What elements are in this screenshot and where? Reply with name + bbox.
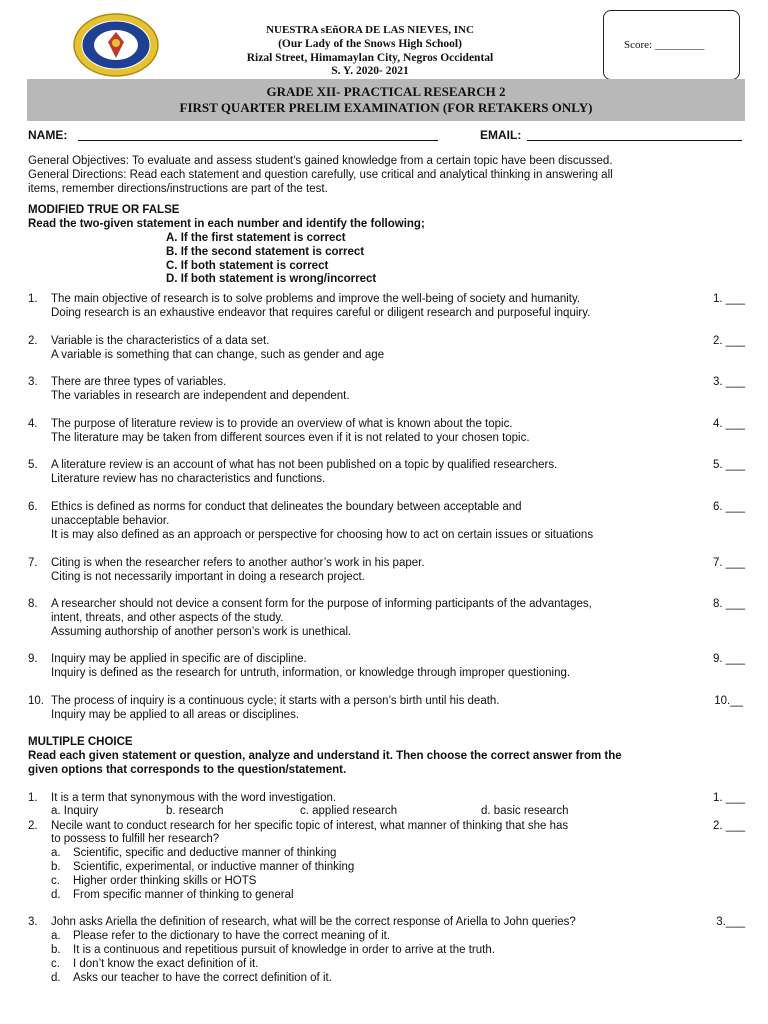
item-number: 5. <box>28 459 38 471</box>
question: It is a term that synonymous with the word investigation. <box>51 792 337 804</box>
item-number: 3. <box>28 916 38 928</box>
general-objectives: General Objectives: To evaluate and assess student’s gained knowledge from a certain topic have been discussed. <box>28 155 613 167</box>
item-number: 2. <box>28 820 38 832</box>
statement: The variables in research are independent and dependent. <box>51 390 350 402</box>
answer-blank[interactable]: 4. ___ <box>713 418 745 430</box>
mtf-option: B. If the second statement is correct <box>166 246 365 258</box>
choice-letter: b. <box>51 944 61 956</box>
statement: A literature review is an account of what has not been published on a topic by qualified researchers. <box>51 459 558 471</box>
answer-blank[interactable]: 1. ___ <box>713 792 745 804</box>
answer-blank[interactable]: 3.___ <box>716 916 745 928</box>
choice: b. research <box>166 805 224 817</box>
question: John asks Ariella the definition of research, what will be the correct response of Ariella to John queries? <box>51 916 576 928</box>
school-year: S. Y. 2020- 2021 <box>331 65 409 77</box>
choice: Please refer to the dictionary to have the correct meaning of it. <box>73 930 391 942</box>
item-number: 1. <box>28 293 38 305</box>
statement: Inquiry may be applied in specific are of discipline. <box>51 653 307 665</box>
statement: A researcher should not device a consent form for the purpose of informing participants of the advantages, <box>51 598 592 610</box>
item-number: 7. <box>28 557 38 569</box>
statement: The purpose of literature review is to provide an overview of what is known about the topic. <box>51 418 513 430</box>
answer-blank[interactable]: 7. ___ <box>713 557 745 569</box>
statement: A variable is something that can change, such as gender and age <box>51 349 385 361</box>
statement: Literature review has no characteristics and functions. <box>51 473 326 485</box>
answer-blank[interactable]: 8. ___ <box>713 598 745 610</box>
statement: Assuming authorship of another person’s work is unethical. <box>51 626 352 638</box>
exam-title-line2: FIRST QUARTER PRELIM EXAMINATION (FOR RETAKERS ONLY) <box>179 100 593 115</box>
choice: I don’t know the exact definition of it. <box>73 958 259 970</box>
choice-letter: d. <box>51 972 61 984</box>
answer-blank[interactable]: 1. ___ <box>713 293 745 305</box>
statement: Citing is not necessarily important in doing a research project. <box>51 571 365 583</box>
question: to possess to fulfill her research? <box>51 833 220 845</box>
choice-letter: a. <box>51 930 61 942</box>
choice: d. basic research <box>481 805 569 817</box>
answer-blank[interactable]: 9. ___ <box>713 653 745 665</box>
mtf-option: C. If both statement is correct <box>166 260 329 272</box>
choice: c. applied research <box>300 805 398 817</box>
exam-title-line1: GRADE XII- PRACTICAL RESEARCH 2 <box>266 84 506 99</box>
item-number: 8. <box>28 598 38 610</box>
statement: Inquiry is defined as the research for untruth, information, or knowledge through improper questioning. <box>51 667 571 679</box>
choice-letter: a. <box>51 847 61 859</box>
choice-letter: c. <box>51 958 60 970</box>
mtf-title: MODIFIED TRUE OR FALSE <box>28 204 180 216</box>
answer-blank[interactable]: 5. ___ <box>713 459 745 471</box>
school-name: NUESTRA sEñORA DE LAS NIEVES, INC <box>266 24 474 36</box>
general-directions: General Directions: Read each statement and question carefully, use critical and analytical thinking in answering all <box>28 169 613 181</box>
answer-blank[interactable]: 10.__ <box>714 695 743 707</box>
answer-blank[interactable]: 3. ___ <box>713 376 745 388</box>
choice: From specific manner of thinking to general <box>73 889 294 901</box>
choice: Higher order thinking skills or HOTS <box>73 875 257 887</box>
item-number: 9. <box>28 653 38 665</box>
statement: It is may also defined as an approach or perspective for choosing how to act on certain issues or situations <box>51 529 594 541</box>
statement: Ethics is defined as norms for conduct that delineates the boundary between acceptable and <box>51 501 522 513</box>
mtf-option: D. If both statement is wrong/incorrect <box>166 273 377 285</box>
item-number: 2. <box>28 335 38 347</box>
exam-title-banner <box>27 79 745 121</box>
statement: There are three types of variables. <box>51 376 227 388</box>
item-number: 6. <box>28 501 38 513</box>
choice: Scientific, specific and deductive manner of thinking <box>73 847 337 859</box>
statement: The main objective of research is to solve problems and improve the well-being of society and humanity. <box>51 293 581 305</box>
statement: The process of inquiry is a continuous cycle; it starts with a person’s birth until his death. <box>51 695 500 707</box>
score-box <box>603 10 740 80</box>
mc-instruction-cont: given options that corresponds to the question/statement. <box>28 764 347 776</box>
choice: a. Inquiry <box>51 805 99 817</box>
mtf-option: A. If the first statement is correct <box>166 232 346 244</box>
email-label: EMAIL: <box>480 128 522 142</box>
name-label: NAME: <box>28 128 68 142</box>
mc-instruction: Read each given statement or question, analyze and understand it. Then choose the correct answer from the <box>28 750 622 762</box>
mc-title: MULTIPLE CHOICE <box>28 736 133 748</box>
general-directions-cont: items, remember directions/instructions are part of the test. <box>28 183 328 195</box>
school-address: Rizal Street, Himamaylan City, Negros Occidental <box>246 52 494 64</box>
choice: It is a continuous and repetitious pursuit of knowledge in order to arrive at the truth. <box>73 944 495 956</box>
school-seal-logo <box>72 12 160 78</box>
choice: Asks our teacher to have the correct definition of it. <box>73 972 332 984</box>
answer-blank[interactable]: 2. ___ <box>713 335 745 347</box>
answer-blank[interactable]: 6. ___ <box>713 501 745 513</box>
statement: intent, threats, and other aspects of the study. <box>51 612 284 624</box>
score-label: Score: _________ <box>624 39 705 51</box>
item-number: 10. <box>28 695 44 707</box>
item-number: 4. <box>28 418 38 430</box>
answer-blank[interactable]: 2. ___ <box>713 820 745 832</box>
choice-letter: b. <box>51 861 61 873</box>
statement: The literature may be taken from different sources even if it is not related to your chosen topic. <box>51 432 530 444</box>
statement: unacceptable behavior. <box>51 515 170 527</box>
name-field-line[interactable] <box>78 140 438 141</box>
email-field-line[interactable] <box>527 140 742 141</box>
statement: Doing research is an exhaustive endeavor that requires careful or diligent research and purposeful inquiry. <box>51 307 591 319</box>
item-number: 1. <box>28 792 38 804</box>
statement: Inquiry may be applied to all areas or disciplines. <box>51 709 300 721</box>
mtf-instruction: Read the two-given statement in each number and identify the following; <box>28 218 425 230</box>
question: Necile want to conduct research for her specific topic of interest, what manner of thinking that she has <box>51 820 569 832</box>
item-number: 3. <box>28 376 38 388</box>
school-subtitle: (Our Lady of the Snows High School) <box>278 38 462 50</box>
statement: Variable is the characteristics of a data set. <box>51 335 270 347</box>
choice-letter: d. <box>51 889 61 901</box>
statement: Citing is when the researcher refers to another author’s work in his paper. <box>51 557 425 569</box>
choice-letter: c. <box>51 875 60 887</box>
choice: Scientific, experimental, or inductive manner of thinking <box>73 861 355 873</box>
